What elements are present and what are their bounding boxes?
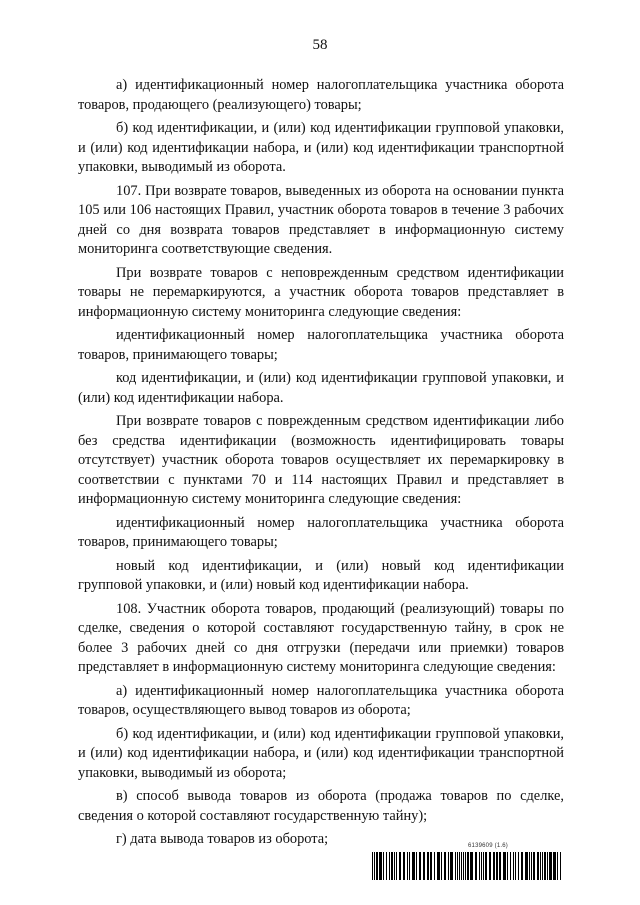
- paragraph: При возврате товаров с неповрежденным средством идентификации товары не перемаркируются, а участник оборота товаров представляет в информационную систему мониторинга следующие сведения:: [78, 264, 564, 320]
- document-body: [78, 76, 564, 854]
- barcode-bar: [383, 852, 384, 880]
- barcode-bar: [540, 852, 541, 880]
- paragraph: г) дата вывода товаров из оборота;: [116, 831, 329, 847]
- barcode-bar: [399, 852, 401, 880]
- page-number: 58: [312, 37, 328, 53]
- barcode-bar: [450, 852, 453, 880]
- barcode-bar: [537, 852, 539, 880]
- barcode-bar: [521, 852, 523, 880]
- barcode-bar: [423, 852, 425, 880]
- barcode-bar: [463, 852, 464, 880]
- barcode-bar: [493, 852, 495, 880]
- barcode-bar: [510, 852, 511, 880]
- barcode-bar: [531, 852, 532, 880]
- barcode-bar: [448, 852, 449, 880]
- barcode-bar: [379, 852, 382, 880]
- barcode-bar: [547, 852, 548, 880]
- barcode-bar: [427, 852, 429, 880]
- barcode-bar: [434, 852, 435, 880]
- barcode-bar: [455, 852, 456, 880]
- barcode-bar: [489, 852, 491, 880]
- barcode-bar: [485, 852, 487, 880]
- paragraph: идентификационный номер налогоплательщика участника оборота товаров, принимающего товары;: [78, 327, 564, 363]
- paragraph: б) код идентификации, и (или) код идентификации групповой упаковки, и (или) код идентификации набора, и (или) код идентификации транспортной упаковки, выводимый из оборота;: [78, 725, 564, 781]
- document-code: 6139609 (1.6): [468, 843, 508, 849]
- barcode-bar: [481, 852, 482, 880]
- barcode-bar: [518, 852, 519, 880]
- barcode-bar: [416, 852, 417, 880]
- barcode-bar: [430, 852, 432, 880]
- barcode-bar: [483, 852, 484, 880]
- barcode-bar: [503, 852, 506, 880]
- barcode-bar: [461, 852, 462, 880]
- barcode-bar: [391, 852, 393, 880]
- paragraph: При возврате товаров с поврежденным средством идентификации либо без средства идентификации (возможность идентифицировать товары отсутствует) участник оборота товаров осуществляет их перемаркировку в соответствии с пунктами 70 и 114 настоящих Правил и представляет в информационную систему мониторинга следующие сведения:: [78, 413, 564, 507]
- barcode-bar: [544, 852, 546, 880]
- barcode-bar: [515, 852, 516, 880]
- barcode-bar: [507, 852, 508, 880]
- barcode-bar: [396, 852, 397, 880]
- barcode-bar: [496, 852, 498, 880]
- barcode-bar: [394, 852, 395, 880]
- barcode-bar: [525, 852, 528, 880]
- paragraph: идентификационный номер налогоплательщика участника оборота товаров, принимающего товары;: [78, 514, 564, 550]
- barcode-bar: [386, 852, 387, 880]
- barcode-bar: [529, 852, 530, 880]
- paragraph: новый код идентификации, и (или) новый код идентификации групповой упаковки, и (или) новый код идентификации набора.: [78, 557, 564, 593]
- paragraph: 108. Участник оборота товаров, продающий (реализующий) товары по сделке, сведения о которой составляют государственную тайну, в срок не более 3 рабочих дней со дня отгрузки (передачи или приемки) товаров представляет в информационную систему мониторинга следующие сведения:: [78, 600, 564, 675]
- paragraph: в) способ вывода товаров из оборота (продажа товаров по сделке, сведения о которой составляют государственную тайну);: [78, 788, 564, 824]
- barcode-bar: [403, 852, 405, 880]
- barcode-bar: [459, 852, 460, 880]
- barcode-bar: [389, 852, 390, 880]
- barcode-bar: [437, 852, 440, 880]
- barcode-bar: [465, 852, 466, 880]
- barcode-bar: [444, 852, 446, 880]
- paragraph: а) идентификационный номер налогоплательщика участника оборота товаров, осуществляющего вывод товаров из оборота;: [78, 682, 564, 718]
- barcode-bar: [560, 852, 561, 880]
- barcode-bar: [441, 852, 442, 880]
- barcode-bar: [557, 852, 558, 880]
- barcode-bar: [542, 852, 543, 880]
- barcode-bar: [376, 852, 378, 880]
- paragraph: б) код идентификации, и (или) код идентификации групповой упаковки, и (или) код идентификации набора, и (или) код идентификации транспортной упаковки, выводимый из оборота.: [78, 120, 564, 175]
- barcode-bar: [412, 852, 415, 880]
- barcode-bar: [372, 852, 373, 880]
- barcode-bar: [475, 852, 477, 880]
- barcode-bar: [407, 852, 408, 880]
- paragraph: а) идентификационный номер налогоплательщика участника оборота товаров, продающего (реализующего) товары;: [78, 77, 564, 113]
- barcode-bar: [499, 852, 501, 880]
- barcode-bar: [467, 852, 469, 880]
- barcode-bar: [374, 852, 375, 880]
- barcode-bar: [470, 852, 473, 880]
- barcode-bar: [457, 852, 458, 880]
- barcode-bar: [553, 852, 556, 880]
- barcode-bar: [419, 852, 421, 880]
- barcode-bar: [409, 852, 410, 880]
- barcode-bar: [533, 852, 535, 880]
- barcode-bar: [479, 852, 480, 880]
- paragraph: код идентификации, и (или) код идентификации групповой упаковки, и (или) код идентификации набора.: [78, 370, 564, 406]
- paragraph: 107. При возврате товаров, выведенных из оборота на основании пункта 105 или 106 настоящих Правил, участник оборота товаров в течение 3 рабочих дней со дня возврата товаров представляет в информационную систему мониторинга соответствующие сведения.: [78, 182, 564, 257]
- barcode-image: [372, 852, 564, 880]
- barcode-bar: [513, 852, 514, 880]
- barcode-bar: [549, 852, 552, 880]
